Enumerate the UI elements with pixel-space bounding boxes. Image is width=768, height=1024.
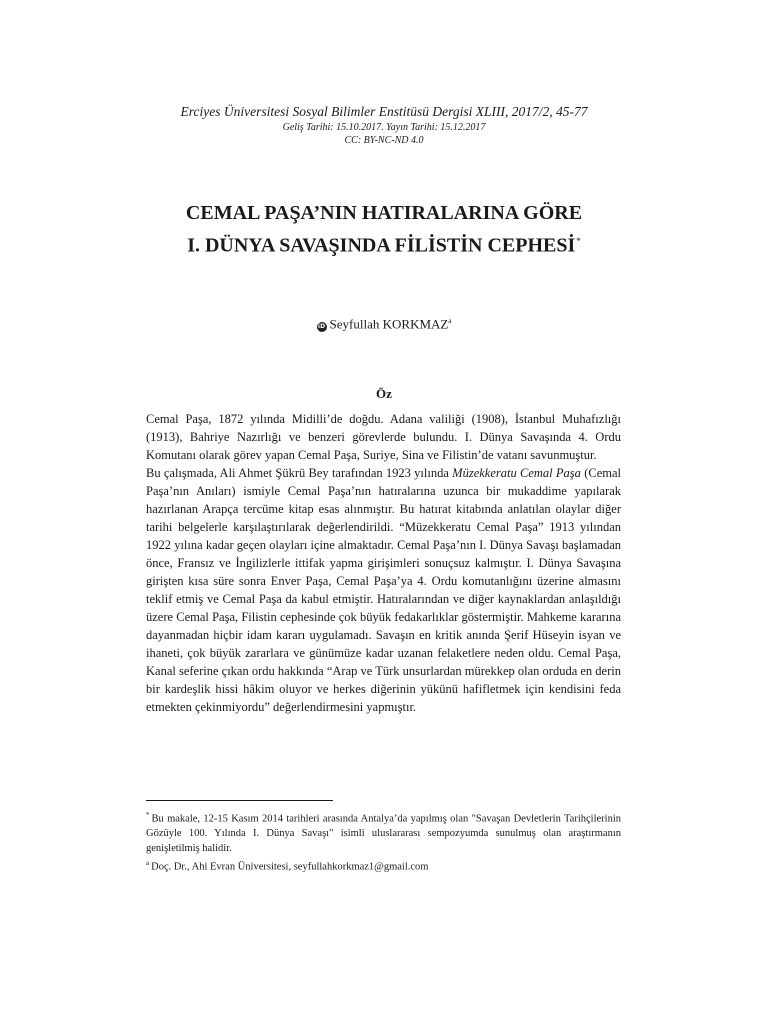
abstract-body [146, 410, 621, 716]
abstract-paragraph-2 [146, 464, 621, 716]
author-name: Seyfullah KORKMAZ [329, 316, 449, 332]
footnote-1 [146, 808, 621, 856]
submission-dates: Geliş Tarihi: 15.10.2017. Yayın Tarihi: 15.12.2017 [282, 122, 486, 133]
book-title: Müzekkeratu Cemal Paşa [452, 466, 581, 480]
journal-citation: Erciyes Üniversitesi Sosyal Bilimler Enstitüsü Dergisi XLIII, 2017/2, 45-77 [180, 104, 588, 119]
paper-title-line-2 [0, 229, 768, 258]
footnote-1-text: Bu makale, 12-15 Kasım 2014 tarihleri arasında Antalya’da yapılmış olan "Savaşan Devletlerin Tarihçilerinin Gözüyle 100. Yılında I. Dünya Savaşı" isimli uluslararası sempozyumda sunulmuş olan araştırmanın genişletilmiş halidir. [146, 813, 621, 854]
author-affiliation-mark[interactable]: a [448, 317, 452, 325]
orcid-icon[interactable]: iD [318, 323, 326, 331]
title-footnote-mark[interactable]: * [576, 236, 581, 246]
title-line-1-text: CEMAL PAŞA’NIN HATIRALARINA GÖRE [185, 202, 583, 224]
abstract-paragraph-1: Cemal Paşa, 1872 yılında Midilli’de doğdu. Adana valiliği (1908), İstanbul Muhafızlığı (1913), Bahriye Nazırlığı ve benzeri görevlerde bulundu. I. Dünya Savaşında 4. Ordu Komutanı olarak görev yapan Cemal Paşa, Suriye, Sina ve Filistin’de vatanı savunmuştur. [146, 412, 621, 462]
abstract-p2-rest: (Cemal Paşa’nın Anıları) ismiyle Cemal Paşa’nın hatıralarına uzunca bir mukaddime yapılarak hazırlanan Arapça tercüme kitap esas alınmıştır. Bu hatırat kitabında anlatılan olaylar diğer tarihi belgelerle karşılaştırılarak değerlendirildi. “Müzekkeratu Cemal Paşa” 1913 yılından 1922 yılına kadar geçen olayları içine almaktadır. Cemal Paşa’nın I. Dünya Savaşı başlamadan önce, Fransız ve İngilizlerle ittifak yapma girişimleri sonuçsuz kalmıştır. I. Dünya Savaşına girişten kısa süre sonra Enver Paşa, Cemal Paşa’ya 4. Ordu komutanlığını üzerine almasını teklif etmiş ve Cemal Paşa da kabul etmiştir. Hatıralarından ve diğer kaynaklardan anlaşıldığı üzere Cemal Paşa, Filistin cephesinde çok büyük fedakarlıklar göstermiştir. Mahkeme kararına dayanmadan hiçbir idam kararı uygulamadı. Savaşın en kritik anında Şerif Hüseyin isyan ve ihaneti, çok büyük zararlara ve günümüze kadar uzanan felaketlere neden oldu. Cemal Paşa, Kanal seferine çıkan ordu hakkında “Arap ve Türk unsurlardan mürekkep olan orduda en derin bir kardeşlik hissi hâkim oluyor ve herkes diğerinin yükünü hafifletmek için kendisini feda etmekten çekinmiyordu” değerlendirmesini yapmıştır. [146, 466, 621, 714]
footnote-2-text: Doç. Dr., Ahi Evran Üniversitesi, seyfullahkorkmaz1@gmail.com [151, 861, 429, 873]
footnote-2-mark: a [146, 859, 150, 867]
abstract-heading: Öz [376, 386, 392, 401]
license-line: CC: BY-NC-ND 4.0 [344, 135, 424, 146]
footnote-divider [146, 800, 333, 801]
abstract-p2-start: Bu çalışmada, Ali Ahmet Şükrü Bey tarafından 1923 yılında [146, 466, 453, 480]
paper-title-line-1 [0, 201, 768, 225]
author-line [0, 313, 768, 332]
footnotes [146, 808, 621, 875]
footnote-2 [146, 856, 621, 875]
footnote-1-mark: * [146, 811, 150, 819]
title-line-2-text: I. DÜNYA SAVAŞINDA FİLİSTİN CEPHESİ [187, 234, 576, 257]
